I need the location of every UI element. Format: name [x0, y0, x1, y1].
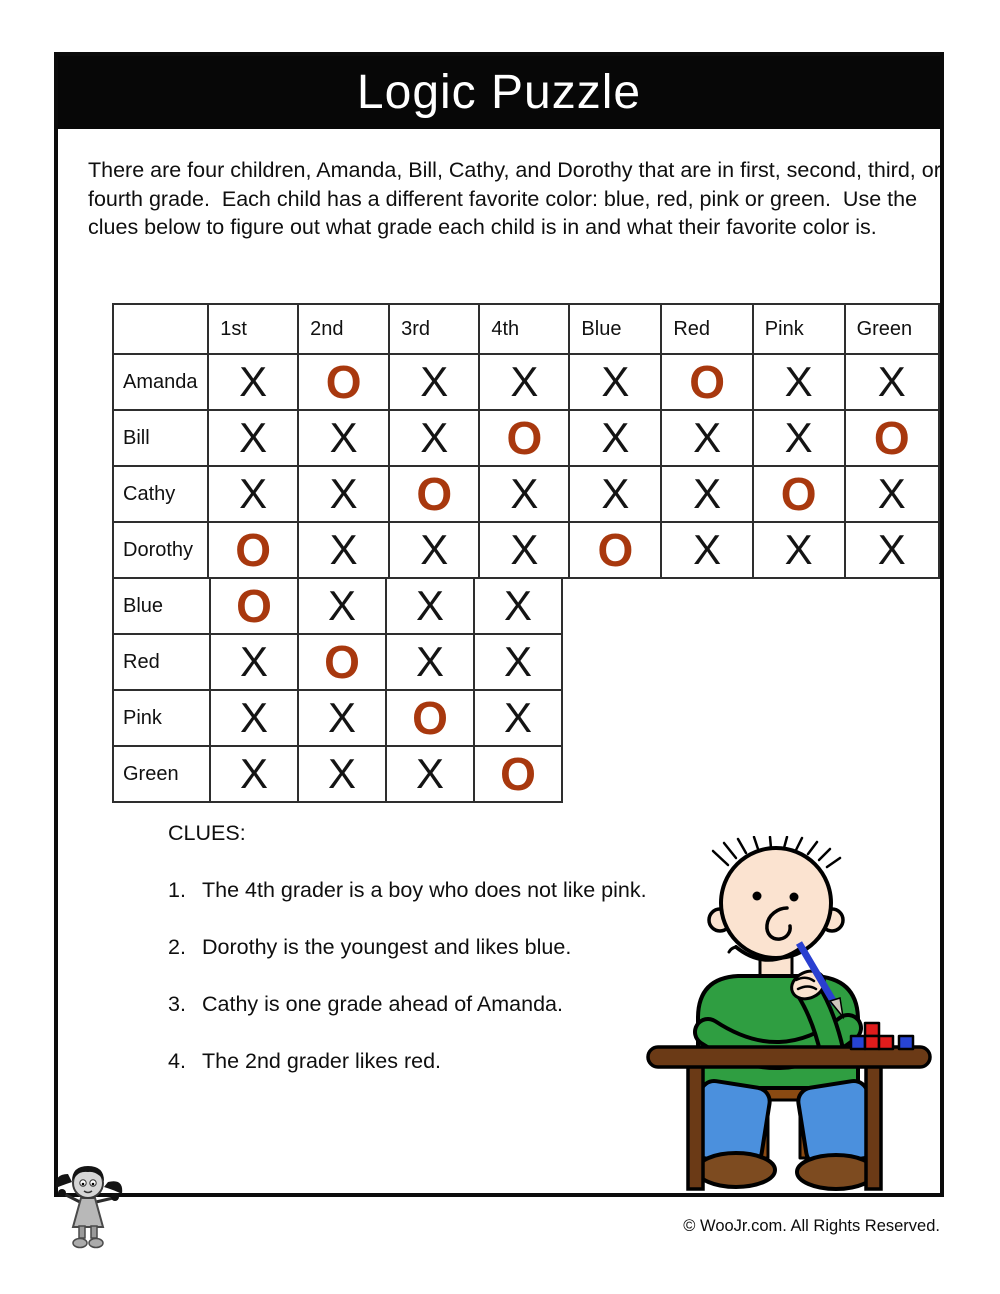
grid-column-header: Green	[845, 304, 939, 354]
clues-heading: CLUES:	[168, 821, 246, 845]
grid-mark-cell: O	[474, 746, 562, 802]
grid-mark-cell: X	[474, 690, 562, 746]
grid-mark-cell: X	[479, 522, 569, 578]
grid-mark-cell: O	[208, 522, 298, 578]
grid-mark-cell: O	[210, 578, 298, 634]
grid-mark-cell: X	[479, 354, 569, 410]
boy-at-desk-illustration	[636, 836, 936, 1193]
grid-child-row	[113, 410, 939, 466]
worksheet-border-box	[54, 52, 947, 1197]
right-shoe	[797, 1155, 875, 1189]
clue-text: The 4th grader is a boy who does not like pink.	[202, 878, 647, 902]
grid-row-label: Amanda	[113, 354, 208, 410]
copyright-text: © WooJr.com. All Rights Reserved.	[683, 1217, 940, 1235]
grid-mark-cell: X	[753, 354, 845, 410]
grid-child-row	[113, 466, 939, 522]
grid-mark-cell: X	[208, 410, 298, 466]
grid-color-row	[113, 746, 562, 802]
grid-mark-cell: X	[210, 690, 298, 746]
grid-row-label: Blue	[113, 578, 210, 634]
grid-mark-cell: O	[753, 466, 845, 522]
grid-mark-cell: X	[386, 634, 474, 690]
grid-mark-cell: X	[298, 578, 386, 634]
grid-mark-cell: X	[389, 522, 479, 578]
grid-row-label: Red	[113, 634, 210, 690]
grid-column-header: Blue	[569, 304, 661, 354]
grid-mark-cell: X	[661, 410, 752, 466]
grid-mark-cell: X	[386, 746, 474, 802]
grid-mark-cell: X	[389, 354, 479, 410]
grid-color-row	[113, 690, 562, 746]
grid-mark-cell: X	[208, 354, 298, 410]
grid-mark-cell: X	[298, 690, 386, 746]
grid-color-row	[113, 634, 562, 690]
grid-mark-cell: X	[298, 410, 389, 466]
puzzle-instructions: There are four children, Amanda, Bill, Cathy, and Dorothy that are in first, second, third, or fourth grade. Each child has a different favorite color: blue, red, pink or green. Use the clues below to figure out what grade each child is in and what their favorite color is.	[88, 158, 947, 239]
clue-text: The 2nd grader likes red.	[202, 1049, 442, 1073]
grid-mark-cell: O	[479, 410, 569, 466]
grid-row-label: Bill	[113, 410, 208, 466]
clue-text: Cathy is one grade ahead of Amanda.	[202, 992, 563, 1016]
logic-grid-colors-table	[112, 577, 563, 803]
grid-mark-cell: X	[389, 410, 479, 466]
left-shoe	[697, 1153, 775, 1187]
clue-number: 3.	[168, 992, 186, 1016]
clue-text: Dorothy is the youngest and likes blue.	[202, 935, 572, 959]
grid-mark-cell: X	[298, 466, 389, 522]
desk	[648, 1047, 930, 1189]
grid-mark-cell: X	[298, 522, 389, 578]
grid-column-header: 1st	[208, 304, 298, 354]
grid-mark-cell: O	[298, 354, 389, 410]
grid-child-row	[113, 522, 939, 578]
grid-mark-cell: X	[474, 634, 562, 690]
grid-column-header: 2nd	[298, 304, 389, 354]
grid-column-header: 3rd	[389, 304, 479, 354]
grid-column-header: Pink	[753, 304, 845, 354]
clue-number: 1.	[168, 878, 186, 902]
grid-mark-cell: X	[569, 410, 661, 466]
page-title: Logic Puzzle	[356, 66, 642, 119]
grid-mark-cell: O	[661, 354, 752, 410]
grid-mark-cell: X	[479, 466, 569, 522]
grid-mark-cell: O	[569, 522, 661, 578]
grid-mark-cell: O	[298, 634, 386, 690]
grid-mark-cell: X	[474, 578, 562, 634]
boy-figure	[690, 837, 877, 1189]
grid-mark-cell: X	[386, 578, 474, 634]
grid-mark-cell: X	[753, 410, 845, 466]
grid-mark-cell: X	[661, 466, 752, 522]
clue-number: 2.	[168, 935, 186, 959]
grid-row-label: Cathy	[113, 466, 208, 522]
title-bar	[58, 56, 940, 129]
grid-mark-cell: X	[210, 634, 298, 690]
grid-child-row	[113, 354, 939, 410]
grid-mark-cell: X	[753, 522, 845, 578]
grid-row-label: Green	[113, 746, 210, 802]
grid-row-label: Dorothy	[113, 522, 208, 578]
grid-mark-cell: O	[389, 466, 479, 522]
grid-mark-cell: X	[845, 466, 939, 522]
grid-mark-cell: X	[845, 354, 939, 410]
grid-mark-cell: O	[845, 410, 939, 466]
logic-grid-area	[112, 303, 940, 803]
grid-mark-cell: X	[661, 522, 752, 578]
grid-column-header: Red	[661, 304, 752, 354]
grid-mark-cell: X	[208, 466, 298, 522]
logic-grid-main-table	[112, 303, 940, 579]
grid-mark-cell: O	[386, 690, 474, 746]
girl-mascot-illustration	[50, 1154, 130, 1254]
grid-mark-cell: X	[845, 522, 939, 578]
grid-row-label: Pink	[113, 690, 210, 746]
grid-mark-cell: X	[569, 354, 661, 410]
grid-color-row	[113, 578, 562, 634]
grid-column-header: 4th	[479, 304, 569, 354]
clue-number: 4.	[168, 1049, 186, 1073]
grid-mark-cell: X	[298, 746, 386, 802]
grid-corner-cell	[113, 304, 208, 354]
grid-mark-cell: X	[569, 466, 661, 522]
grid-mark-cell: X	[210, 746, 298, 802]
